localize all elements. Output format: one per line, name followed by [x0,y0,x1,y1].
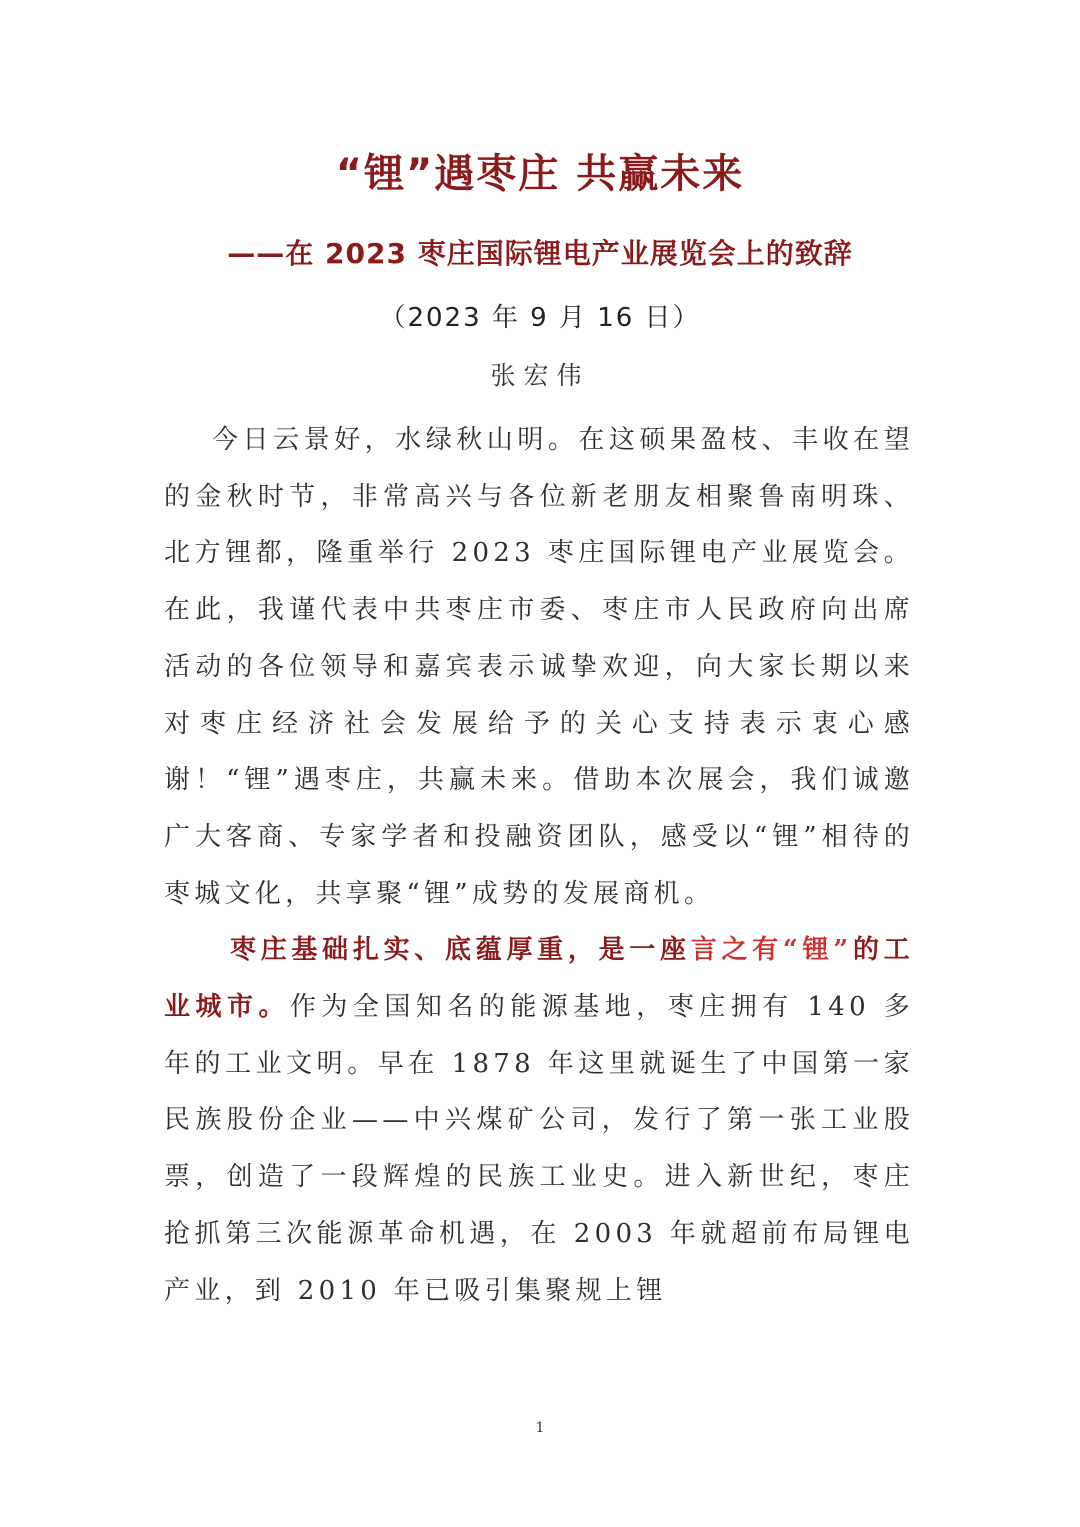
document-title: “锂”遇枣庄 共赢未来 [335,151,745,197]
paragraph-opening: 今日云景好，水绿秋山明。在这硕果盈枝、丰收在望的金秋时节，非常高兴与各位新老朋友相聚鲁南明珠、北方锂都，隆重举行 2023 枣庄国际锂电产业展览会。在此，我谨代表中共枣庄市委、枣庄市人民政府向出席活动的各位领导和嘉宾表示诚挚欢迎，向大家长期以来对枣庄经济社会发展给予的关心支持表示衷心感谢！“锂”遇枣庄，共赢未来。借助本次展会，我们诚邀广大客商、专家学者和投融资团队，感受以“锂”相待的枣城文化，共享聚“锂”成势的发展商机。 [164,425,914,909]
paragraph-body-text: 作为全国知名的能源基地，枣庄拥有 140 多年的工业文明。早在 1878 年这里就诞生了中国第一家民族股份企业——中兴煤矿公司，发行了第一张工业股票，创造了一段辉煌的民族工业史。进入新世纪，枣庄抢抓第三次能源革命机遇，在 2003 年就超前布局锂电产业，到 2010 年已吸引集聚规上锂 [164,992,914,1306]
paragraph-lead-text: 枣庄基础扎实、底蕴厚重，是一座 [230,935,691,966]
paragraph-lead-highlight: 言之有“锂” [690,935,853,966]
speech-date: （2023 年 9 月 16 日） [379,303,701,333]
document-body [164,412,914,1319]
author-name: 张宏伟 [490,361,590,390]
page-number: 1 [535,1420,545,1436]
paragraph-industrial-city [164,922,914,1319]
paragraph-lead-text-end: 的工业城市。 [164,935,914,1023]
document-subtitle: ——在 2023 枣庄国际锂电产业展览会上的致辞 [227,237,853,270]
